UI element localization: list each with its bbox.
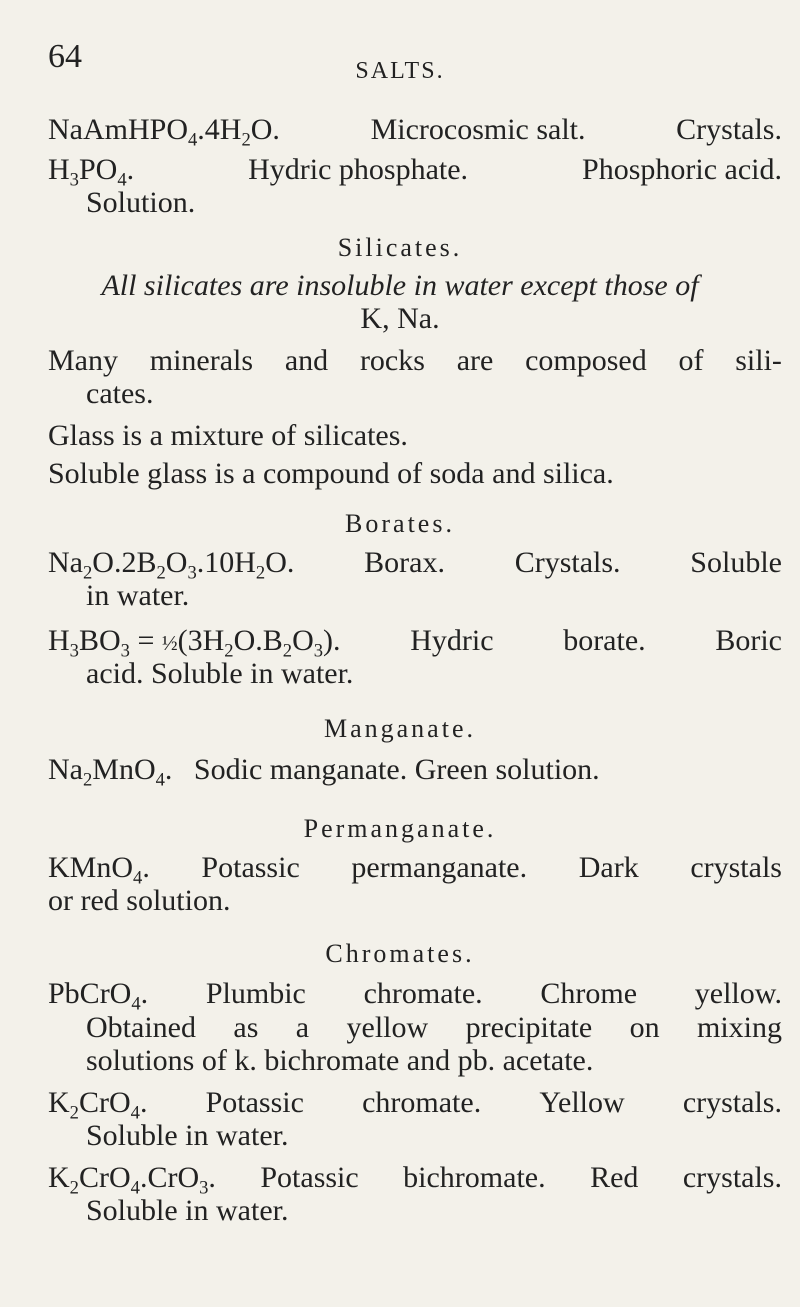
boric-cont: acid. Soluble in water.	[86, 657, 354, 690]
microcosmic-formula: $NaAmHPO_4.4H_2O$.	[48, 113, 280, 151]
permanganate-line: KMnO$_4$. Potassic permanganate. Dark crystals	[48, 851, 782, 889]
boric-acid-line: $H_3BO_3$ = $\frac{1}{2}(3H_2O.B_2O_3)$. Hydric borate. Boric	[48, 624, 782, 662]
chromates-heading: Chromates.	[325, 939, 475, 968]
glass-line: Glass is a mixture of silicates.	[48, 419, 408, 452]
plumbic-cont-1: Obtained as a yellow precipitate on mixing	[86, 1011, 782, 1044]
manganate-heading: Manganate.	[323, 714, 476, 743]
potassic-bichromate-formula: $K_2CrO_4.CrO_3$.	[48, 1161, 216, 1199]
microcosmic-name: Microcosmic salt.	[370, 113, 586, 146]
plumbic-cont-2: solutions of k. bichromate and pb. acetate.	[86, 1044, 594, 1077]
permanganate-heading: Permanganate.	[303, 814, 497, 843]
hydric-phosphate-line	[48, 153, 782, 191]
borax-cont: in water.	[86, 579, 190, 612]
potassic-bichromate-line: $K_2CrO_4.CrO_3$. Potassic bichromate. Red crystals.	[48, 1161, 782, 1199]
page-number: 64	[48, 38, 82, 75]
minerals-cont: cates.	[86, 377, 154, 410]
minerals-line: Many minerals and rocks are composed of sili-	[48, 344, 782, 377]
manganate-formula: $Na_2MnO_4$.	[48, 753, 173, 791]
potassic-chromate-line: $K_2CrO_4$. Potassic chromate. Yellow crystals.	[48, 1086, 782, 1124]
permanganate-cont: or red solution.	[48, 884, 231, 917]
hydric-phosphate-formula: $H_3PO_4$.	[48, 153, 135, 191]
potassic-chromate-formula: $K_2CrO_4$.	[48, 1086, 148, 1124]
phosphoric-acid-name: Phosphoric acid.	[582, 153, 782, 186]
potassic-bichromate-cont: Soluble in water.	[86, 1194, 289, 1227]
borax-line: $Na_2O.2B_2O_3.10H_2O$. Borax. Crystals. Soluble	[48, 546, 782, 584]
hydric-phosphate-cont: Solution.	[86, 186, 196, 219]
borax-formula: $Na_2O.2B_2O_3.10H_2O$.	[48, 546, 295, 584]
microcosmic-salt-line	[48, 113, 782, 151]
plumbic-chromate-line: PbCrO$_4$. Plumbic chromate. Chrome yellow.	[48, 977, 782, 1015]
microcosmic-form: Crystals.	[676, 113, 782, 146]
hydric-phosphate-name: Hydric phosphate.	[248, 153, 469, 186]
silicates-rule: All silicates are insoluble in water except those of	[101, 269, 699, 302]
silicates-heading: Silicates.	[337, 233, 463, 262]
manganate-line: $Na_2MnO_4$. Sodic manganate. Green solution.	[48, 753, 600, 791]
soluble-glass-line: Soluble glass is a compound of soda and silica.	[48, 457, 614, 490]
silicates-rule-cont: K, Na.	[360, 302, 440, 335]
permanganate-formula: KMnO$_4$.	[48, 851, 150, 889]
running-head: SALTS.	[355, 58, 445, 84]
potassic-chromate-cont: Soluble in water.	[86, 1119, 289, 1152]
borates-heading: Borates.	[345, 509, 455, 538]
boric-formula: $H_3BO_3$ = $\frac{1}{2}(3H_2O.B_2O_3)$.	[48, 624, 341, 662]
plumbic-formula: PbCrO$_4$.	[48, 977, 149, 1015]
